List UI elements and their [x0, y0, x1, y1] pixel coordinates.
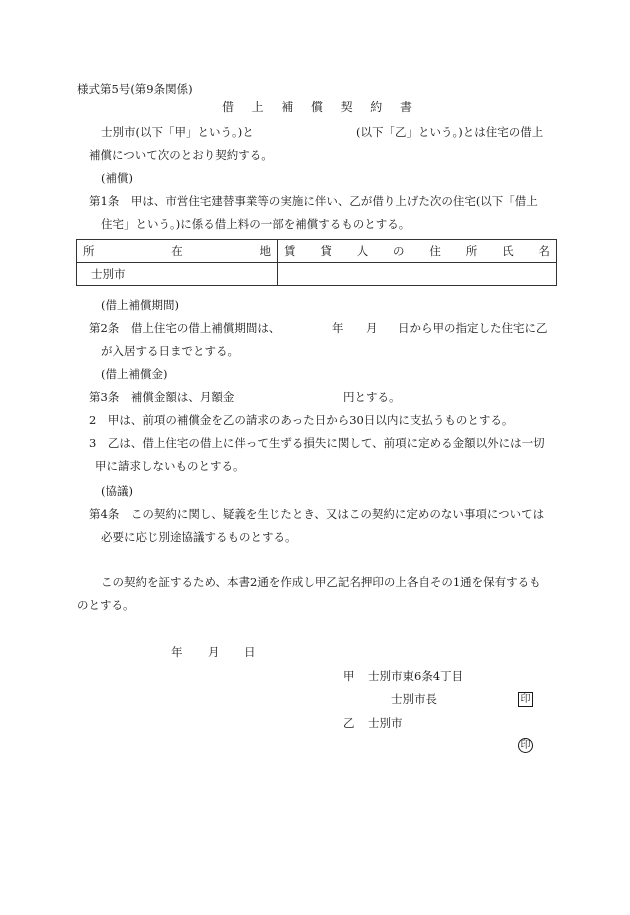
title-char: 補	[281, 100, 294, 114]
article3-line1-a: 第3条 補償金額は、月額金	[89, 390, 235, 404]
article4-line1: 第4条 この契約に関し、疑義を生じたとき、又はこの契約に定めのない事項については	[89, 507, 545, 521]
header-location-char: 在	[171, 244, 183, 258]
article1-line1: 第1条 甲は、市営住宅建替事業等の実施に伴い、乙が借り上げた次の住宅(以下「借上	[89, 194, 538, 208]
table-row	[77, 263, 557, 286]
document-title	[222, 101, 412, 113]
article3-para2: 2 甲は、前項の補償金を乙の請求のあった日から30日以内に支払うものとする。	[89, 413, 514, 427]
intro-line1-b: (以下「乙」という。)とは住宅の借上	[356, 125, 544, 139]
party-a-address: 士別市東6条4丁目	[368, 669, 464, 683]
article1-heading: (補償)	[101, 171, 133, 185]
article4-heading: (協議)	[101, 484, 133, 498]
title-char: 約	[370, 100, 383, 114]
lessor-value	[278, 263, 557, 286]
form-number: 様式第5号(第9条関係)	[77, 82, 193, 96]
title-char: 上	[251, 100, 264, 114]
seal-square-icon: 印	[518, 692, 533, 707]
party-b-address: 士別市	[368, 716, 403, 730]
article3-heading: (借上補償金)	[101, 367, 168, 381]
article2-month: 月	[366, 321, 378, 335]
closing-line1: この契約を証するため、本書2通を作成し甲乙記名押印の上各自その1通を保有するも	[101, 575, 541, 589]
header-location	[77, 240, 278, 263]
date-month: 月	[208, 645, 220, 659]
header-lessor-char: 名	[538, 244, 550, 258]
article1-line2: 住宅」という。)に係る借上料の一部を補償するものとする。	[101, 217, 411, 231]
location-value: 士別市	[77, 263, 278, 286]
header-lessor-char: 貸	[320, 244, 332, 258]
article2-line1-a: 第2条 借上住宅の借上補償期間は、	[89, 321, 281, 335]
intro-line2: 補償について次のとおり契約する。	[89, 148, 273, 162]
header-lessor-char: 人	[356, 244, 369, 258]
title-char: 借	[222, 100, 235, 114]
header-location-char: 地	[259, 244, 271, 258]
article2-line2: が入居する日までとする。	[101, 344, 239, 358]
article3-para3-line1: 3 乙は、借上住宅の借上に伴って生ずる損失に関して、前項に定める金額以外には一切	[89, 436, 545, 450]
header-lessor-char: の	[393, 244, 405, 258]
seal-round-icon: 印	[518, 738, 533, 753]
address-table	[76, 239, 557, 286]
party-b-label: 乙	[343, 716, 355, 730]
header-lessor-char: 所	[465, 244, 478, 258]
header-lessor-char: 賃	[284, 244, 296, 258]
article2-line1-b: 日から甲の指定した住宅に乙	[398, 321, 548, 335]
date-day: 日	[244, 645, 256, 659]
article2-year: 年	[332, 321, 344, 335]
article2-heading: (借上補償期間)	[101, 298, 179, 312]
header-lessor-char: 氏	[502, 244, 514, 258]
article3-line1-b: 円とする。	[343, 390, 401, 404]
header-lessor	[278, 240, 557, 263]
article3-para3-line2: 甲に請求しないものとする。	[95, 459, 245, 473]
party-a-name: 士別市長	[391, 692, 437, 706]
party-a-label: 甲	[343, 669, 355, 683]
title-char: 書	[399, 100, 412, 114]
intro-line1-a: 士別市(以下「甲」という。)と	[101, 125, 254, 139]
date-year: 年	[171, 645, 183, 659]
header-location-char: 所	[83, 244, 95, 258]
title-char: 償	[310, 100, 323, 114]
closing-line2: のとする。	[77, 598, 135, 612]
header-lessor-char: 住	[429, 244, 441, 258]
title-char: 契	[340, 100, 353, 114]
table-header-row	[77, 240, 557, 263]
article4-line2: 必要に応じ別途協議するものとする。	[101, 530, 297, 544]
